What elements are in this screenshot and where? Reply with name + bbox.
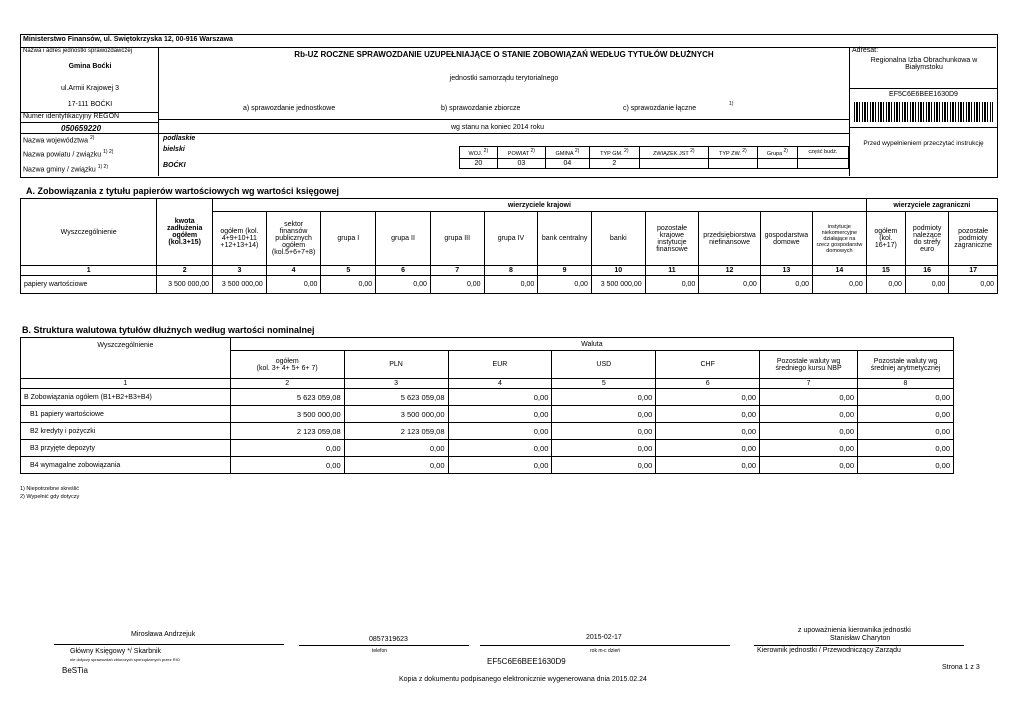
- county-label: Nazwa powiatu / związku: [23, 151, 102, 159]
- commune-label: Nazwa gminy / związku: [23, 166, 96, 174]
- a-row-value: 0,00: [430, 276, 484, 294]
- table-row: [21, 406, 954, 423]
- b-col-header: PLN: [344, 351, 448, 379]
- b-row-value: 0,00: [344, 440, 448, 457]
- b-row-value: 0,00: [448, 423, 552, 440]
- b-row-value: 0,00: [552, 406, 656, 423]
- b-col-num: 3: [344, 379, 448, 389]
- table-row: [21, 389, 954, 406]
- a-col-num: 2: [157, 266, 213, 276]
- b-row-value: 0,00: [858, 389, 954, 406]
- report-subtitle: jednostki samorządu terytorialnego: [449, 75, 559, 82]
- code-header: Grupa 2): [757, 147, 797, 159]
- code-header: część budż.: [797, 147, 848, 159]
- page-number: Strona 1 z 3: [942, 664, 980, 671]
- code-footnote: 2): [740, 148, 747, 154]
- code-value: 20: [460, 158, 498, 168]
- a-h-ogolem: ogółem (kol. 4+9+10+11 +12+13+14): [213, 212, 267, 266]
- a-h-foreign: wierzyciele zagraniczni: [866, 199, 997, 212]
- code-header: TYP GM. 2): [589, 147, 639, 159]
- a-h-g4: grupa IV: [484, 212, 538, 266]
- b-row-value: 3 500 000,00: [230, 406, 344, 423]
- a-row-value: 0,00: [949, 276, 998, 294]
- a-row-value: 0,00: [321, 276, 376, 294]
- code-value: [797, 158, 848, 168]
- voivodeship-value: podlaskie: [163, 135, 196, 142]
- a-row-value: 0,00: [699, 276, 760, 294]
- code-footnote: 2): [688, 148, 695, 154]
- addressee-box: [849, 47, 996, 176]
- code-footnote: 2): [573, 148, 580, 154]
- a-h-przeds: przedsiębiorstwa niefinansowe: [699, 212, 760, 266]
- codes-table: [459, 146, 849, 169]
- code-header: ZWIĄZEK JST 2): [639, 147, 708, 159]
- accountant-title: Główny Księgowy */ Skarbnik: [70, 648, 162, 655]
- a-col-num: 7: [430, 266, 484, 276]
- instruction-note: Przed wypełnieniem przeczytać instrukcję: [863, 140, 984, 147]
- unit-name: Gmina Boćki: [68, 63, 112, 70]
- b-row-value: 0,00: [858, 457, 954, 474]
- note-1: 1) Niepotrzebne skreślić: [20, 486, 79, 492]
- b-row-label: B Zobowiązania ogółem (B1+B2+B3+B4): [21, 389, 231, 406]
- code-footnote: 2): [622, 148, 629, 154]
- option-b: b) sprawozdanie zbiorcze: [441, 105, 521, 112]
- unit-street: ul.Armii Krajowej 3: [61, 85, 119, 92]
- b-col-header: EUR: [448, 351, 552, 379]
- a-h-og-z: ogółem (kol. 16+17): [866, 212, 905, 266]
- a-h-bank-c: bank centralny: [538, 212, 592, 266]
- a-col-num: 3: [213, 266, 267, 276]
- a-row-value: 0,00: [266, 276, 321, 294]
- b-col-num: 1: [21, 379, 231, 389]
- a-row-value: 0,00: [538, 276, 592, 294]
- a-h-poz-z: pozostałe podmioty zagraniczne: [949, 212, 998, 266]
- b-row-value: 0,00: [230, 440, 344, 457]
- table-row: [21, 457, 954, 474]
- a-row-value: 0,00: [760, 276, 812, 294]
- b-row-value: 5 623 059,08: [344, 389, 448, 406]
- a-row-value: 3 500 000,00: [157, 276, 213, 294]
- b-row-value: 0,00: [760, 423, 858, 440]
- a-row-value: 3 500 000,00: [213, 276, 267, 294]
- b-row-value: 0,00: [448, 389, 552, 406]
- a-col-num: 17: [949, 266, 998, 276]
- unit-city: 17-111 BOĆKI: [67, 101, 113, 108]
- b-col-num: 8: [858, 379, 954, 389]
- code-header: GMINA 2): [546, 147, 590, 159]
- code-value: 03: [497, 158, 545, 168]
- b-row-value: 0,00: [552, 389, 656, 406]
- code-value: [639, 158, 708, 168]
- a-row-value: 0,00: [813, 276, 867, 294]
- b-col-header: USD: [552, 351, 656, 379]
- a-row-label: papiery wartościowe: [21, 276, 157, 294]
- b-row-label: B1 papiery wartościowe: [21, 406, 231, 423]
- a-h-sektor: sektor finansów publicznych ogółem (kol.5+6+7+8): [266, 212, 321, 266]
- code-value: [708, 158, 757, 168]
- table-row: [21, 440, 954, 457]
- regon-label: Numer identyfikacyjny REGON: [23, 113, 120, 120]
- a-h-g1: grupa I: [321, 212, 376, 266]
- report-title: Rb-UZ ROCZNE SPRAWOZDANIE UZUPEŁNIAJĄCE O STANIE ZOBOWIĄZAŃ WEDŁUG TYTUŁÓW DŁUŻNYCH: [294, 50, 714, 59]
- b-col-num: 7: [760, 379, 858, 389]
- a-h-desc: Wyszczególnienie: [21, 199, 157, 266]
- a-row-value: 0,00: [905, 276, 948, 294]
- a-col-num: 5: [321, 266, 376, 276]
- code-footnote: 2): [782, 148, 788, 154]
- voivodeship-label: Nazwa województwa: [23, 137, 88, 145]
- b-row-value: 0,00: [656, 440, 760, 457]
- phone: 0857319623: [369, 636, 408, 643]
- section-b-table: [20, 337, 954, 474]
- b-row-value: 0,00: [760, 406, 858, 423]
- code-value: 2: [589, 158, 639, 168]
- b-row-value: 2 123 059,08: [230, 423, 344, 440]
- a-col-num: 12: [699, 266, 760, 276]
- b-row-value: 0,00: [552, 457, 656, 474]
- code-footnote: 2): [482, 148, 489, 154]
- code-header: WOJ. 2): [460, 147, 498, 159]
- option-footnote: 1): [729, 101, 734, 107]
- b-col-num: 5: [552, 379, 656, 389]
- b-row-value: 0,00: [858, 423, 954, 440]
- code-header: TYP ZW. 2): [708, 147, 757, 159]
- head-name: Stanisław Charyton: [830, 635, 891, 642]
- app-name: BeSTia: [62, 666, 88, 675]
- code-header: POWIAT 2): [497, 147, 545, 159]
- a-row-value: 0,00: [866, 276, 905, 294]
- b-col-num: 4: [448, 379, 552, 389]
- b-row-label: B3 przyjęte depozyty: [21, 440, 231, 457]
- a-h-g2: grupa II: [376, 212, 431, 266]
- option-a: a) sprawozdanie jednostkowe: [243, 105, 336, 112]
- code-value: [757, 158, 797, 168]
- b-row-label: B2 kredyty i pożyczki: [21, 423, 231, 440]
- b-row-value: 0,00: [448, 457, 552, 474]
- b-row-value: 0,00: [448, 440, 552, 457]
- a-col-num: 14: [813, 266, 867, 276]
- ministry-address: Ministerstwo Finansów, ul. Świętokrzyska 12, 00-916 Warszawa: [23, 36, 233, 43]
- a-h-banki: banki: [591, 212, 645, 266]
- a-col-num: 11: [645, 266, 699, 276]
- head-title: Kierownik jednostki / Przewodniczący Zarządu: [757, 647, 901, 654]
- a-h-gosp: gospodarstwa domowe: [760, 212, 812, 266]
- table-row: [21, 423, 954, 440]
- b-row-value: 0,00: [656, 423, 760, 440]
- section-a-table: [20, 198, 998, 294]
- a-row-value: 0,00: [484, 276, 538, 294]
- b-row-value: 0,00: [656, 406, 760, 423]
- b-row-value: 5 623 059,08: [230, 389, 344, 406]
- a-h-poz: pozostałe krajowe instytucje finansowe: [645, 212, 699, 266]
- b-col-header: Pozostałe waluty wg średniej arytmetycznej: [858, 351, 954, 379]
- a-col-num: 1: [21, 266, 157, 276]
- code-value: 04: [546, 158, 590, 168]
- a-h-g3: grupa III: [430, 212, 484, 266]
- b-row-value: 0,00: [552, 423, 656, 440]
- unit-box: [21, 47, 159, 145]
- a-row-value: 0,00: [645, 276, 699, 294]
- b-row-value: 0,00: [858, 406, 954, 423]
- b-row-value: 2 123 059,08: [344, 423, 448, 440]
- b-col-header: CHF: [656, 351, 760, 379]
- a-col-num: 16: [905, 266, 948, 276]
- a-col-num: 4: [266, 266, 321, 276]
- a-row-value: 3 500 000,00: [591, 276, 645, 294]
- copy-note: Kopia z dokumentu podpisanego elektronicznie wygenerowana dnia 2015.02.24: [399, 676, 647, 683]
- a-col-num: 10: [591, 266, 645, 276]
- b-col-header: Pozostałe waluty wg średniego kursu NBP: [760, 351, 858, 379]
- a-h-inst: instytucje niekomercyjne działające na rzecz gospodarstw domowych: [813, 212, 867, 266]
- a-col-num: 9: [538, 266, 592, 276]
- addressee-label: Adresat:: [852, 47, 879, 54]
- b-h-desc: Wyszczególnienie: [21, 338, 231, 379]
- a-h-kwota: kwota zadłużenia ogółem (kol.3+15): [157, 199, 213, 266]
- report-header: [20, 34, 998, 178]
- note-2: 2) Wypełnić gdy dotyczy: [20, 494, 80, 500]
- document-code: EF5C6E6BEE1630D9: [889, 91, 958, 98]
- footer-code: EF5C6E6BEE1630D9: [487, 657, 566, 666]
- b-row-value: 0,00: [760, 440, 858, 457]
- accountant-note: nie dotyczy sprawozdań zbiorczych sporządzonych przez RIO: [70, 657, 180, 662]
- b-h-waluta: Waluta: [230, 338, 953, 351]
- b-row-value: 0,00: [344, 457, 448, 474]
- unit-name-label: Nazwa i adres jednostki sprawozdawczej: [23, 48, 133, 54]
- county-value: bielski: [163, 146, 185, 153]
- b-row-value: 0,00: [858, 440, 954, 457]
- a-col-num: 6: [376, 266, 431, 276]
- accountant-name: Mirosława Andrzejuk: [131, 631, 196, 638]
- b-row-value: 0,00: [656, 389, 760, 406]
- a-col-num: 13: [760, 266, 812, 276]
- a-col-num: 8: [484, 266, 538, 276]
- b-col-header: ogółem (kol. 3+ 4+ 5+ 6+ 7): [230, 351, 344, 379]
- region-labels: Nazwa województwa $^{2)}$ Nazwa powiatu / związku $^{1) 2)}$ Nazwa gminy / związku $^{1) 2)}$: [21, 133, 159, 176]
- section-b-title: B. Struktura walutowa tytułów dłużnych według wartości nominalnej: [22, 325, 315, 335]
- a-h-euro: podmioty należące do strefy euro: [905, 212, 948, 266]
- barcode: [854, 102, 993, 122]
- b-row-value: 0,00: [656, 457, 760, 474]
- b-row-value: 0,00: [760, 457, 858, 474]
- report-state: wg stanu na koniec 2014 roku: [451, 124, 545, 131]
- option-c: c) sprawozdanie łączne: [623, 105, 697, 112]
- a-row-value: 0,00: [376, 276, 431, 294]
- commune-value: BOĆKI: [163, 162, 186, 169]
- a-h-domestic: wierzyciele krajowi: [213, 199, 867, 212]
- date-label: rok m-c dzień: [590, 648, 621, 654]
- b-row-value: 3 500 000,00: [344, 406, 448, 423]
- b-row-label: B4 wymagalne zobowiązania: [21, 457, 231, 474]
- b-row-value: 0,00: [760, 389, 858, 406]
- authorization: z upoważnienia kierownika jednostki: [798, 627, 911, 634]
- b-col-num: 2: [230, 379, 344, 389]
- section-a-title: A. Zobowiązania z tytułu papierów wartościowych wg wartości księgowej: [26, 186, 340, 196]
- a-col-num: 15: [866, 266, 905, 276]
- addressee: Regionalna Izba Obrachunkowa w Białymstoku: [870, 57, 978, 71]
- code-footnote: 2): [529, 148, 535, 154]
- b-row-value: 0,00: [448, 406, 552, 423]
- b-row-value: 0,00: [230, 457, 344, 474]
- b-row-value: 0,00: [552, 440, 656, 457]
- regon-value: 050659220: [61, 124, 102, 133]
- phone-label: telefon: [372, 648, 388, 654]
- b-col-num: 6: [656, 379, 760, 389]
- sign-date: 2015-02-17: [586, 634, 622, 641]
